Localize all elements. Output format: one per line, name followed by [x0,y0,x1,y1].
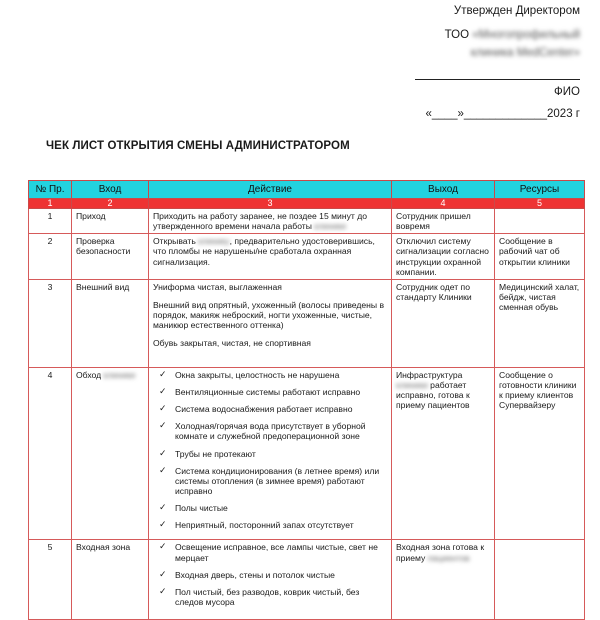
checklist-item [153,466,387,496]
action-text: Приходить на работу заранее, не поздее 15 минут до утвержденного времени начала работы [153,211,367,232]
input-text: Обход [76,369,102,380]
action-paragraph: Униформа чистая, выглаженная [153,281,282,292]
checklist-item-text: Холодная/горячая вода присутствует в уборной комнате и служебной предоперационной зоне [175,421,366,442]
row-number: 3 [29,279,72,367]
row-action [149,279,392,367]
redacted-word: клиники [103,369,136,380]
checklist-item [153,587,387,607]
header-output: Выход [392,181,495,199]
checklist-items [153,542,387,607]
table-row [29,367,585,540]
action-text-continued: , предварительно удостоверившись, что пломбы не нарушены/не сработала охранная сигнализация. [153,236,375,267]
checklist-item-text: Полы чистые [175,503,228,514]
checklist-item-text: Неприятный, посторонний запах отсутствует [175,520,354,531]
checklist-item-text: Пол чистый, без разводов, коврик чистый, без следов мусора [175,586,360,607]
row-resources: Сообщение о готовности клиники к приему клиентов Супервайзеру [495,367,585,540]
checklist-item-text: Система водоснабжения работает исправно [175,404,353,415]
checklist-item-text: Входная дверь, стены и потолок чистые [175,569,335,580]
row-input: Приход [72,209,149,234]
org-name-redacted-2: клиника MedCenter» [470,47,580,59]
row-action [149,540,392,620]
checkmark-icon: ✓ [159,519,167,530]
document-title: ЧЕК ЛИСТ ОТКРЫТИЯ СМЕНЫ АДМИНИСТРАТОРОМ [46,140,350,152]
col-number-2: 2 [72,199,149,209]
row-output: Сотрудник пришел вовремя [392,209,495,234]
checklist-item-text: Окна закрыты, целостность не нарушена [175,369,340,380]
col-number-3: 3 [149,199,392,209]
checklist-item [153,520,387,530]
row-number: 4 [29,367,72,540]
organization-line [445,30,580,42]
org-name-redacted: «Многопрофильный [472,29,580,41]
col-number-4: 4 [392,199,495,209]
checklist-item [153,421,387,441]
table-row [29,279,585,367]
action-paragraph: Внешний вид опрятный, ухоженный (волосы приведены в порядок, макияж неброский, ногти ухоженные, чистые, маникюр естественного оттенка) [153,299,385,331]
header-resources: Ресурсы [495,181,585,199]
checkmark-icon: ✓ [159,447,167,458]
checkmark-icon: ✓ [159,568,167,579]
header-number: № Пр. [29,181,72,199]
row-output: Отключил систему сигнализации согласно инструкции охранной компании. [392,234,495,280]
organization-line-2 [471,48,580,60]
col-number-1: 1 [29,199,72,209]
row-resources [495,540,585,620]
checkmark-icon: ✓ [159,585,167,596]
checkmark-icon: ✓ [159,368,167,379]
checkmark-icon: ✓ [159,541,167,552]
checklist-item [153,387,387,397]
signature-line [415,79,580,80]
action-paragraph: Обувь закрытая, чистая, не спортивная [153,338,311,349]
checklist-item [153,570,387,580]
checklist-item [153,542,387,562]
output-text: Входная зона готова к приему [396,542,485,563]
checklist-item [153,404,387,414]
redacted-word: клиники [396,379,428,390]
checklist-item-text: Вентиляционные системы работают исправно [175,386,361,397]
org-prefix: ТОО [444,29,470,41]
table-row [29,540,585,620]
row-number: 2 [29,234,72,280]
checklist-table [28,180,585,620]
checklist-item-text: Система кондиционирования (в летнее время) или системы отопления (в зимнее время) работают исправно [175,465,380,496]
row-action [149,367,392,540]
checkmark-icon: ✓ [159,420,167,431]
redacted-word: клинику [198,236,230,247]
table-row [29,209,585,234]
checklist-item [153,503,387,513]
table-row [29,234,585,280]
checklist-items [153,370,387,531]
checklist-item [153,370,387,380]
checklist-item-text: Освещение исправное, все лампы чистые, свет не мерцает [175,542,378,563]
row-output [392,367,495,540]
row-action [149,234,392,280]
header-input: Вход [72,181,149,199]
row-number: 5 [29,540,72,620]
checkmark-icon: ✓ [159,385,167,396]
fio-label: ФИО [554,86,580,98]
checkmark-icon: ✓ [159,464,167,475]
redacted-word: пациентов [427,552,470,563]
checkmark-icon: ✓ [159,502,167,513]
action-text: Открывать [153,236,196,247]
column-number-row [29,199,585,209]
col-number-5: 5 [495,199,585,209]
approved-by-text: Утвержден Директором [453,5,580,17]
checkmark-icon: ✓ [159,403,167,414]
row-resources: Медицинский халат, бейдж, чистая сменная обувь [495,279,585,367]
row-input: Внешний вид [72,279,149,367]
row-action [149,209,392,234]
output-text-continued: работает исправно, готова к приему пациентов [396,379,470,411]
checklist-item-text: Трубы не протекают [175,448,256,459]
checklist-item [153,449,387,459]
row-input [72,367,149,540]
table-header-row [29,181,585,199]
row-resources [495,209,585,234]
row-output [392,540,495,620]
row-input: Входная зона [72,540,149,620]
row-output: Сотрудник одет по стандарту Клиники [392,279,495,367]
header-action: Действие [149,181,392,199]
row-input: Проверка безопасности [72,234,149,280]
row-number: 1 [29,209,72,234]
output-text: Инфраструктура [396,369,463,380]
row-resources: Сообщение в рабочий чат об открытии клиники [495,234,585,280]
approval-date-line: «____»_____________2023 г [425,108,580,120]
redacted-word: клиники [314,221,347,232]
